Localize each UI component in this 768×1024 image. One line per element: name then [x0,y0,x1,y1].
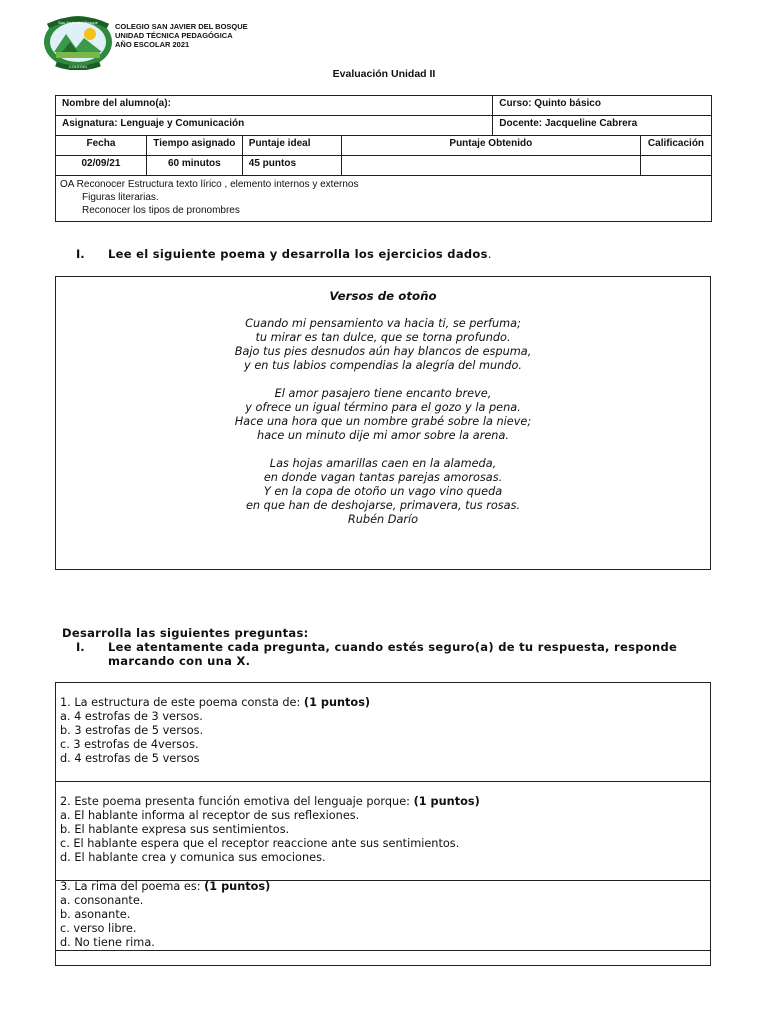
answer-option[interactable]: d. No tiene rima. [60,936,155,949]
info-table [55,95,712,222]
logo-text-bottom: COLEGIO [68,64,88,69]
question-stem: 1. La estructura de este poema consta de: (1 puntos) [60,696,371,709]
poem-verse: y ofrece un igual término para el gozo y la pena. [245,401,521,414]
question-stem: 2. Este poema presenta función emotiva del lenguaje porque: (1 puntos) [60,795,480,808]
col-puntaje-obtenido: Puntaje Obtenido [341,136,640,156]
poem-verse: Y en la copa de otoño un vago vino queda [263,485,503,498]
oa-line-1: OA Reconocer Estructura texto lírico , elemento internos y externos [60,179,359,190]
answer-option[interactable]: c. verso libre. [60,922,137,935]
answer-option[interactable]: b. 3 estrofas de 5 versos. [60,724,204,737]
section1-trail: . [487,247,492,261]
question-stem: 3. La rima del poema es: (1 puntos) [60,880,271,893]
question-3 [60,880,270,950]
fecha-value: 02/09/21 [56,156,147,176]
calificacion-value[interactable] [640,156,711,176]
question-1 [60,696,370,766]
poem-verse: Las hojas amarillas caen en la alameda, [269,457,497,470]
school-name: COLEGIO SAN JAVIER DEL BOSQUE [115,22,248,31]
poem-verse: en que han de deshojarse, primavera, tus rosas. [245,499,521,512]
subject-field: Asignatura: Lenguaje y Comunicación [56,116,493,136]
poem-verse: y en tus labios compendias la alegría del mundo. [244,359,522,372]
question-2 [60,795,480,865]
section1-roman: I. [76,247,85,261]
answer-option[interactable]: b. El hablante expresa sus sentimientos. [60,823,290,836]
poem-verse: Hace una hora que un nombre grabé sobre la nieve; [234,415,532,428]
answer-option[interactable]: a. El hablante informa al receptor de sus reflexiones. [60,809,360,822]
section1-instruction [108,247,492,261]
section2-line1: Lee atentamente cada pregunta, cuando estés seguro(a) de tu respuesta, responde [108,640,678,654]
poem-verse: en donde vagan tantas parejas amorosas. [263,471,503,484]
section2-roman: I. [76,640,85,654]
page-title: Evaluación Unidad II [332,68,436,80]
objectives-cell [56,176,712,222]
poem-author: Rubén Darío [347,513,419,526]
school-unit: UNIDAD TÉCNICA PEDAGÓGICA [115,31,233,40]
question-points: (1 puntos) [204,880,271,893]
question-3-divider [55,950,711,951]
puntaje-obtenido-value[interactable] [341,156,640,176]
poem-verse: tu mirar es tan dulce, que se torna profundo. [255,331,511,344]
answer-option[interactable]: c. 3 estrofas de 4versos. [60,738,199,751]
teacher-field: Docente: Jacqueline Cabrera [493,116,712,136]
poem-verse: Cuando mi pensamiento va hacia ti, se perfuma; [245,317,521,330]
section2-line2: marcando con una X. [108,654,251,668]
answer-option[interactable]: a. consonante. [60,894,144,907]
course-field: Curso: Quinto básico [493,96,712,116]
oa-line-3: Reconocer los tipos de pronombres [82,205,240,216]
poem-verse: Bajo tus pies desnudos aún hay blancos de espuma, [234,345,532,358]
answer-option[interactable]: c. El hablante espera que el receptor reaccione ante sus sentimientos. [60,837,460,850]
school-header [115,22,248,49]
section1-text: Lee el siguiente poema y desarrolla los ejercicios dados [108,247,488,261]
student-name-field[interactable]: Nombre del alumno(a): [56,96,493,116]
section2-heading: Desarrolla las siguientes preguntas: [62,626,309,640]
question-points: (1 puntos) [303,696,371,709]
puntaje-ideal-value: 45 puntos [242,156,341,176]
oa-line-2: Figuras literarias. [82,192,159,203]
answer-option[interactable]: d. El hablante crea y comunica sus emociones. [60,851,326,864]
answer-option[interactable]: a. 4 estrofas de 3 versos. [60,710,203,723]
col-puntaje-ideal: Puntaje ideal [242,136,341,156]
answer-option[interactable]: d. 4 estrofas de 5 versos [60,752,200,765]
school-logo [42,14,114,70]
poem-verse: hace un minuto dije mi amor sobre la arena. [257,429,509,442]
question-points: (1 puntos) [413,795,480,808]
col-calificacion: Calificación [640,136,711,156]
section2-instruction [108,640,708,668]
poem-title: Versos de otoño [329,289,437,303]
school-year: AÑO ESCOLAR 2021 [115,40,190,49]
answer-option[interactable]: b. asonante. [60,908,131,921]
poem [55,289,711,527]
col-tiempo: Tiempo asignado [146,136,242,156]
tiempo-value: 60 minutos [146,156,242,176]
col-fecha: Fecha [56,136,147,156]
logo-text-top: San Javier del Bosque [57,20,99,25]
poem-verse: El amor pasajero tiene encanto breve, [274,387,492,400]
